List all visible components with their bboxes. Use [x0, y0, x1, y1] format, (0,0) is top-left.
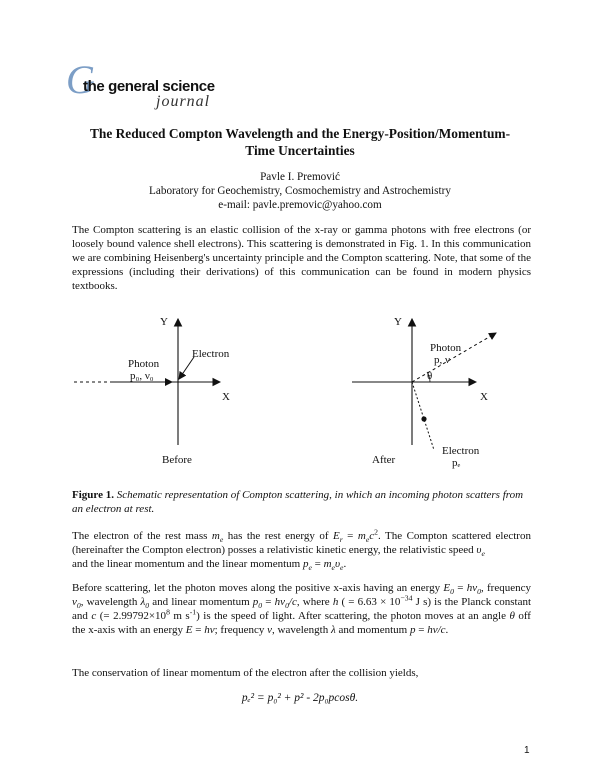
logo-mark: G	[66, 57, 95, 102]
recoil-electron	[421, 416, 426, 421]
after-panel	[352, 316, 496, 469]
before-panel	[72, 316, 230, 466]
page-number: 1	[524, 745, 530, 756]
left-x-label: X	[222, 391, 230, 403]
right-electron-var: pₑ	[452, 457, 461, 469]
compton-diagram	[72, 305, 532, 485]
left-y-label: Y	[160, 316, 168, 328]
logo-line1: the general science	[83, 78, 215, 95]
before-label: Before	[162, 454, 192, 466]
author-name: Pavle I. Premović	[260, 171, 340, 183]
right-photon-label: Photon	[430, 342, 462, 354]
intro-paragraph: The Compton scattering is an elastic collision of the x-ray or gamma photons with free electrons (or loosely bound valence shell electrons). This scattering is demonstrated in Fig. 1. In this communication we are combining Heisenberg's uncertainty principle and the Compton scattering. Note, that some of the expressions (including their derivations) of this communication can be found in modern physics textbooks.	[72, 224, 531, 292]
after-label: After	[372, 454, 396, 466]
right-x-label: X	[480, 391, 488, 403]
photon-paragraph: Before scattering, let the photon moves along the positive x-axis having an energy $E_0 = h\nu_0$, frequency $\nu_0$, wavelength $\lambda_0$ and linear momentum $p_0 = h\nu_0/c$, where h ( = $6.63 \times 10^{-34}$ J s) is the Planck constant and c (= $2.99792\times 10^8$ m $s^{-1}$) is the speed of light. After scattering, the photon moves at an angle θ off the x-axis with an energy E = hν; frequency ν, wavelength λ and momentum p = hν/c.	[72, 582, 532, 636]
figure-caption	[72, 488, 532, 516]
journal-logo	[66, 57, 256, 116]
right-photon-vars: p, ν	[434, 354, 450, 366]
scattered-photon	[412, 333, 496, 382]
author-email: e-mail: pavle.premovic@yahoo.com	[218, 199, 382, 211]
left-electron-label: Electron	[192, 348, 230, 360]
recoil-electron-path	[412, 382, 434, 450]
right-y-label: Y	[394, 316, 402, 328]
conservation-paragraph: The conservation of linear momentum of the electron after the collision yields,	[72, 667, 419, 679]
caption-label: Figure 1.	[72, 489, 114, 501]
left-photon-label: Photon	[128, 358, 160, 370]
paper-title	[60, 125, 540, 159]
title-line2: Time Uncertainties	[245, 143, 355, 158]
logo-line2: journal	[156, 93, 211, 110]
electron-pointer	[179, 357, 194, 379]
author-affiliation: Laboratory for Geochemistry, Cosmochemistry and Astrochemistry	[149, 185, 451, 197]
momentum-equation: pₑ² = p₀² + p² - 2p₀pcosθ.	[241, 692, 359, 704]
figure-1	[72, 305, 532, 485]
rest-energy-paragraph: The electron of the rest mass $m_e$ has the rest energy of $E_r = m_ec^2$. The Compton scattered electron (hereinafter the Compton electron) posses a relativistic kinetic energy, the relativistic speed $\upsilon_e$ and the linear momentum and the linear momentum $p_e = m_e\upsilon_e$.	[72, 527, 531, 573]
title-line1: The Reduced Compton Wavelength and the Energy-Position/Momentum-	[89, 126, 511, 141]
left-photon-vars: p₀, ν₀	[130, 370, 154, 382]
right-electron-label: Electron	[442, 445, 480, 457]
scatter-angle-label: θ	[427, 370, 433, 382]
caption-text: Schematic representation of Compton scattering, in which an incoming photon scatters from an electron at rest.	[72, 489, 524, 515]
